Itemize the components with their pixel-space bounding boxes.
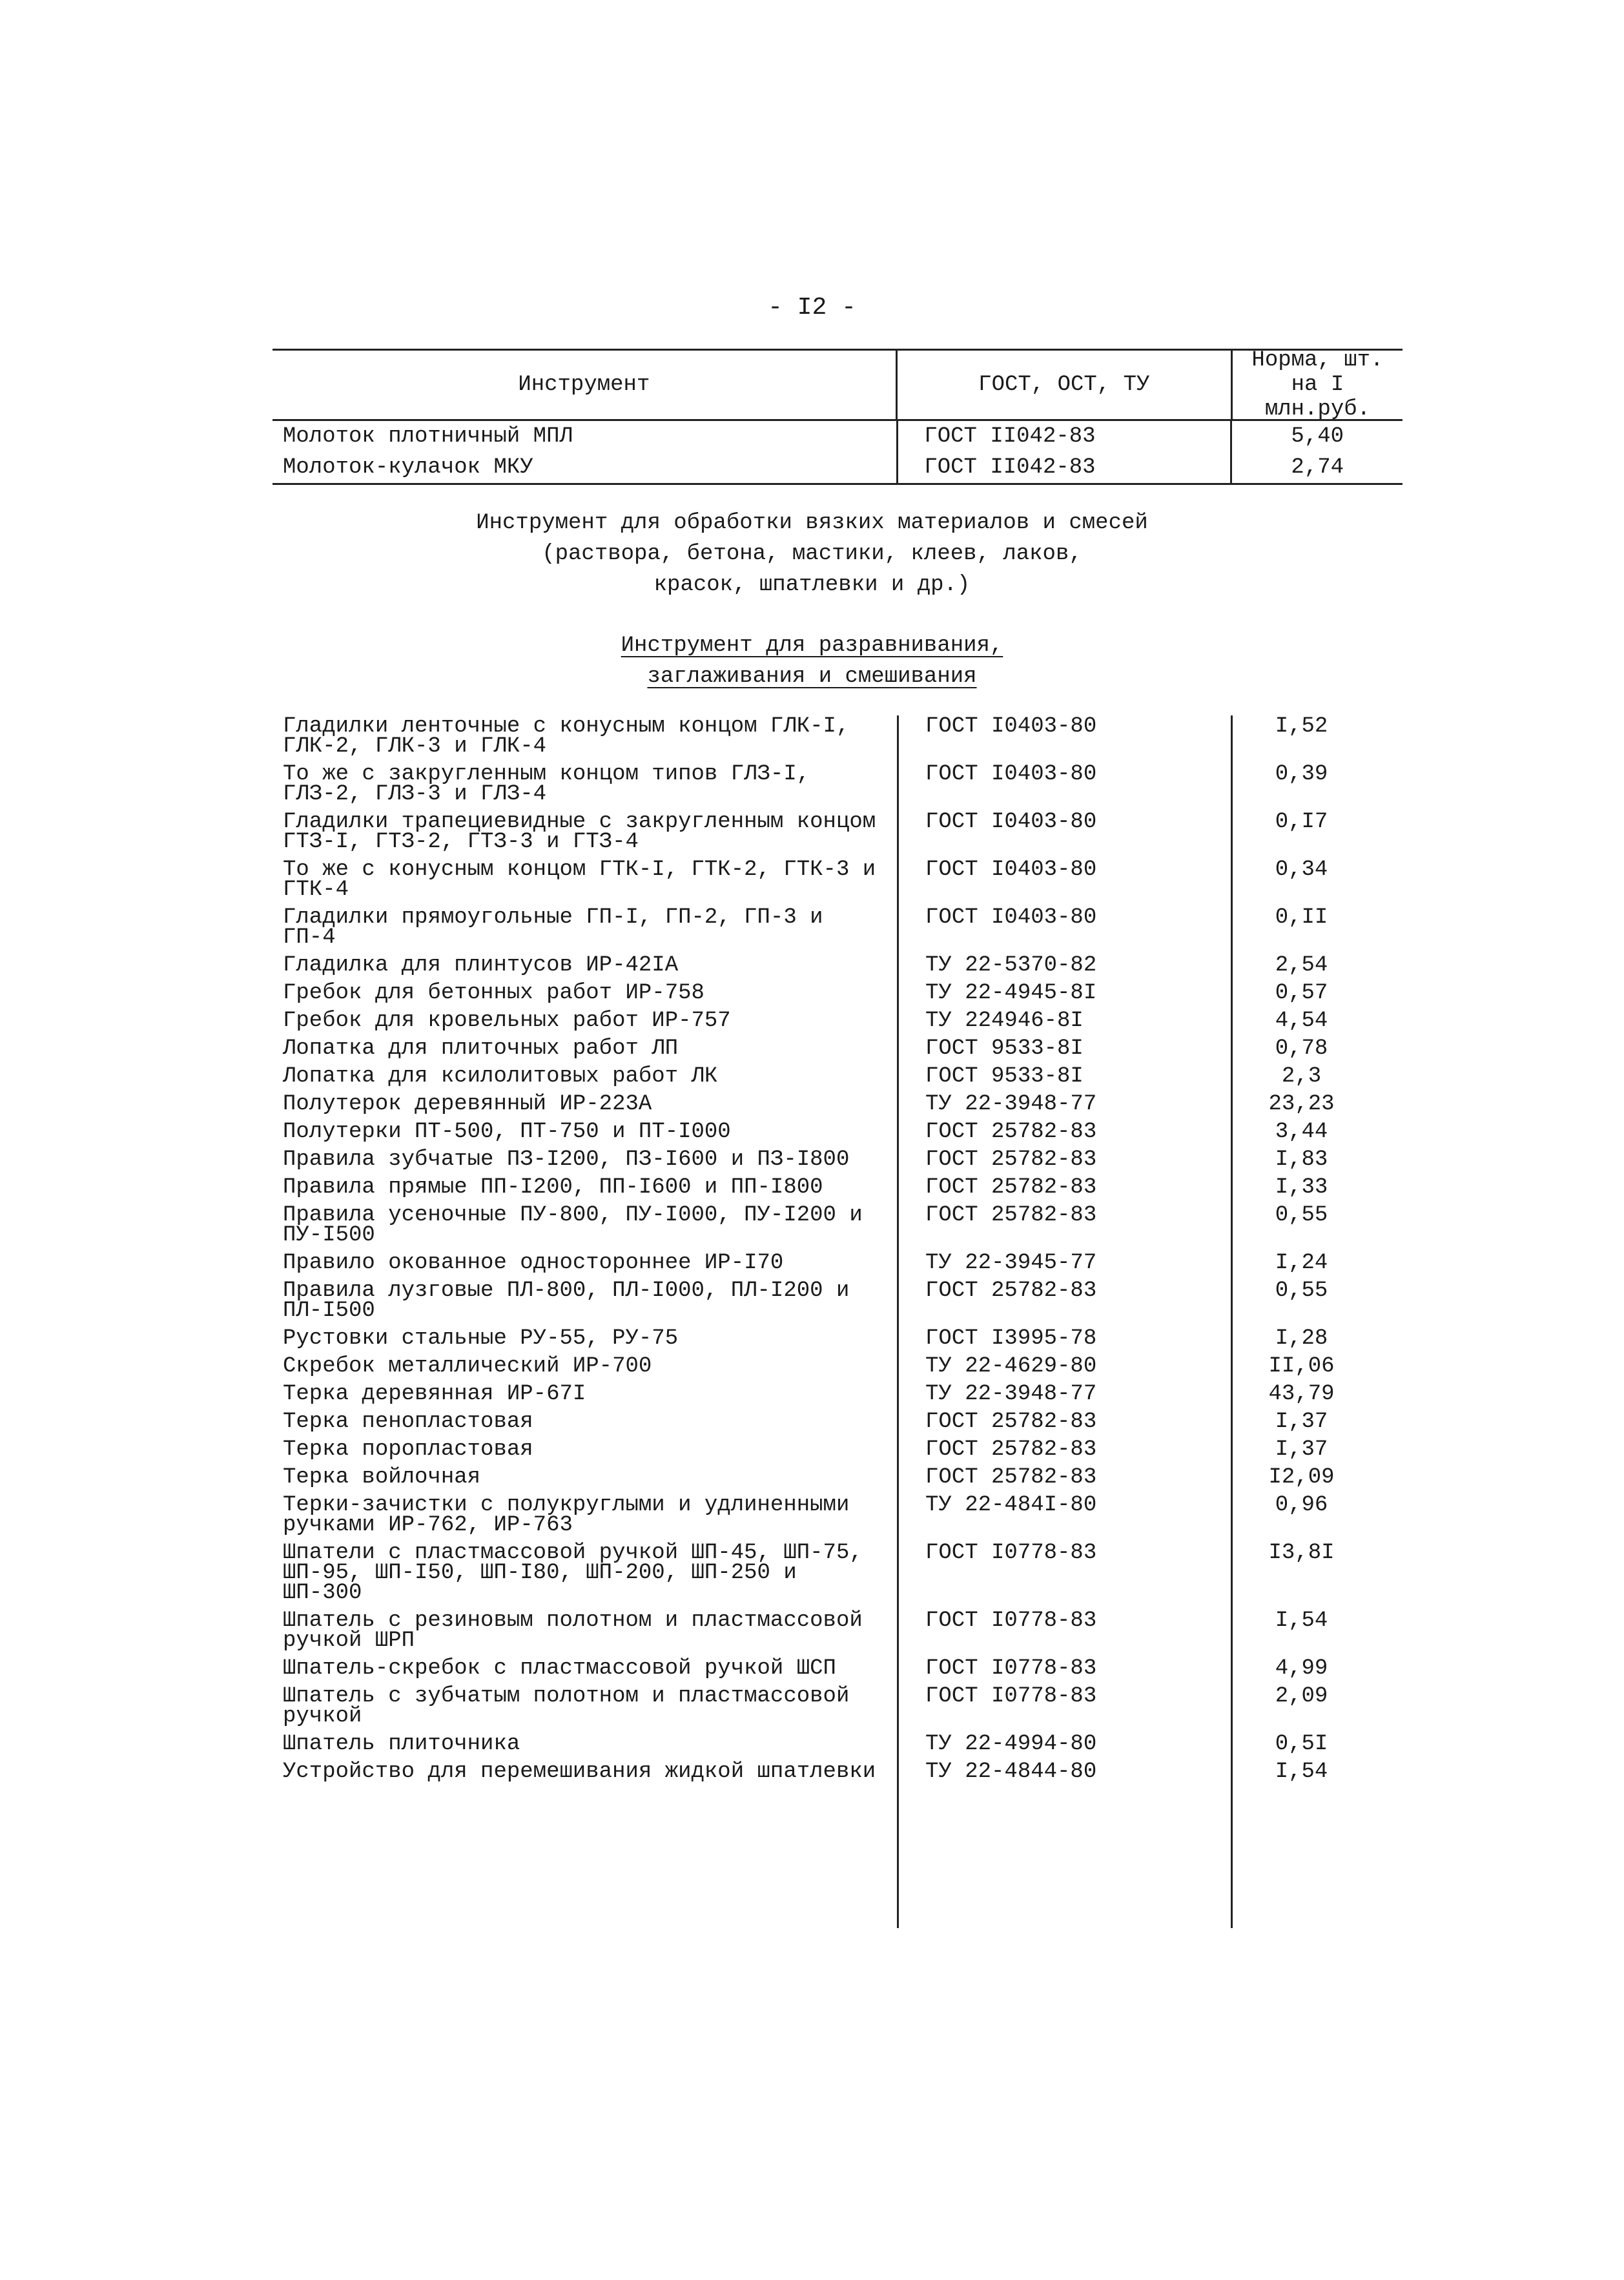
- header-norm-line2: на I млн.руб.: [1264, 373, 1371, 422]
- row-norm: 0,I7: [1275, 810, 1328, 834]
- row-norm: 2,74: [1230, 452, 1403, 483]
- row-name: Рустовки стальные РУ-55, РУ-75: [283, 1326, 679, 1351]
- table-row: [283, 953, 1381, 978]
- row-norm: I3,8I: [1268, 1541, 1335, 1565]
- row-norm: 4,54: [1275, 1009, 1328, 1033]
- row-norm: I,52: [1275, 714, 1328, 739]
- row-gost: ГОСТ II042-83: [896, 421, 1230, 452]
- row-norm: II,06: [1268, 1354, 1335, 1379]
- section-heading: [0, 508, 1624, 601]
- row-name: Правила зубчатые ПЗ-I200, ПЗ-I600 и ПЗ-I800: [283, 1147, 850, 1172]
- row-name: Правила прямые ПП-I200, ПП-I600 и ПП-I800: [283, 1175, 823, 1200]
- row-name: Шпатель с резиновым полотном и пластмассовой ручкой ШРП: [283, 1608, 863, 1653]
- row-gost: ГОСТ I0403-80: [925, 858, 1097, 882]
- table-row: [283, 860, 1381, 900]
- table-row: [283, 1094, 1381, 1114]
- row-norm: 0,39: [1275, 762, 1328, 786]
- row-gost: ГОСТ 25782-83: [925, 1147, 1097, 1172]
- row-gost: ГОСТ II042-83: [896, 452, 1230, 483]
- row-name: Лопатка для плиточных работ ЛП: [283, 1036, 679, 1061]
- row-name: Шпатели с пластмассовой ручкой ШП-45, ШП-75, ШП-95, ШП-I50, ШП-I80, ШП-200, ШП-250 и ШП-300: [283, 1541, 863, 1605]
- table-row: [283, 1175, 1381, 1200]
- row-gost: ГОСТ I0403-80: [925, 810, 1097, 834]
- table-row: [283, 905, 1381, 950]
- row-gost: ТУ 22-5370-82: [925, 953, 1097, 978]
- row-norm: 43,79: [1268, 1382, 1335, 1406]
- table-header-row: [272, 348, 1403, 422]
- table-row: [283, 812, 1381, 852]
- table-row: [283, 1147, 1381, 1172]
- row-name: Шпатель с зубчатым полотном и пластмассовой ручкой: [283, 1684, 850, 1729]
- row-name: То же с закругленным концом типов ГЛЗ-I, ГЛЗ-2, ГЛЗ-3 и ГЛЗ-4: [283, 762, 810, 806]
- row-gost: ГОСТ 25782-83: [925, 1175, 1097, 1200]
- row-norm: 5,40: [1230, 421, 1403, 452]
- subsection-line1: Инструмент для разравнивания,: [621, 633, 1003, 658]
- row-norm: 0,55: [1275, 1203, 1328, 1227]
- row-name: Молоток плотничный МПЛ: [283, 424, 573, 449]
- row-gost: ГОСТ 25782-83: [925, 1410, 1097, 1434]
- row-name: Терка войлочная: [283, 1465, 481, 1490]
- row-norm: 0,55: [1275, 1279, 1328, 1303]
- table-row: [283, 1326, 1381, 1351]
- row-norm: I,37: [1275, 1437, 1328, 1462]
- row-name: Терка поропластовая: [283, 1437, 533, 1462]
- table-row: [283, 1684, 1381, 1729]
- table-row: [283, 1384, 1381, 1404]
- row-name: Гладилка для плинтусов ИР-42IA: [283, 953, 679, 978]
- header-gost: ГОСТ, ОСТ, ТУ: [896, 351, 1231, 419]
- table-row: [283, 1762, 1381, 1782]
- row-name: Правило окованное одностороннее ИР-I70: [283, 1251, 784, 1275]
- row-name: Шпатель-скребок с пластмассовой ручкой ШСП: [283, 1656, 836, 1681]
- row-norm: 0,34: [1275, 858, 1328, 882]
- table-row: [283, 1656, 1381, 1681]
- row-name: Гребок для бетонных работ ИР-758: [283, 981, 704, 1005]
- row-gost: ГОСТ 25782-83: [925, 1437, 1097, 1462]
- table-row: [283, 1734, 1381, 1754]
- row-norm: I,33: [1275, 1175, 1328, 1200]
- row-name: Скребок металлический ИР-700: [283, 1354, 652, 1379]
- row-name: Терки-зачистки с полукруглыми и удлиненными ручками ИР-762, ИР-763: [283, 1493, 850, 1537]
- row-gost: ГОСТ I0778-83: [925, 1684, 1097, 1709]
- header-norm: [1231, 348, 1403, 422]
- row-norm: 3,44: [1275, 1120, 1328, 1144]
- table-row: [272, 421, 1403, 452]
- row-name: Гладилки трапециевидные с закругленным концом ГТЗ-I, ГТЗ-2, ГТЗ-3 и ГТЗ-4: [283, 810, 876, 854]
- row-name: Молоток-кулачок МКУ: [283, 455, 533, 480]
- table-row: [283, 1437, 1381, 1462]
- row-gost: ТУ 22-484I-80: [925, 1493, 1097, 1517]
- table-row: [283, 1122, 1381, 1142]
- table-row: [283, 714, 1381, 759]
- row-norm: 4,99: [1275, 1656, 1328, 1681]
- section-line1: Инструмент для обработки вязких материалов и смесей: [476, 511, 1148, 535]
- row-name: Шпатель плиточника: [283, 1732, 520, 1756]
- row-gost: ГОСТ I0403-80: [925, 905, 1097, 930]
- row-gost: ТУ 22-3945-77: [925, 1251, 1097, 1275]
- row-gost: ТУ 22-4844-80: [925, 1760, 1097, 1784]
- row-gost: ТУ 22-4629-80: [925, 1354, 1097, 1379]
- table-row: [283, 1203, 1381, 1248]
- table-row: [283, 1036, 1381, 1061]
- row-gost: ГОСТ I0403-80: [925, 762, 1097, 786]
- row-gost: ГОСТ 9533-8I: [925, 1064, 1084, 1089]
- instrument-list: [283, 714, 1381, 1790]
- row-norm: I,83: [1275, 1147, 1328, 1172]
- table-row: [283, 1253, 1381, 1273]
- row-norm: 2,54: [1275, 953, 1328, 978]
- section-line3: красок, шпатлевки и др.): [653, 573, 971, 597]
- row-name: Устройство для перемешивания жидкой шпатлевки: [283, 1760, 876, 1784]
- subsection-line2: заглаживания и смешивания: [647, 664, 977, 689]
- row-norm: 2,09: [1275, 1684, 1328, 1709]
- row-name: Гребок для кровельных работ ИР-757: [283, 1009, 731, 1033]
- row-gost: ГОСТ 9533-8I: [925, 1036, 1084, 1061]
- row-name: Полутерки ПТ-500, ПТ-750 и ПТ-I000: [283, 1120, 731, 1144]
- row-gost: ТУ 22-3948-77: [925, 1382, 1097, 1406]
- row-name: Правила лузговые ПЛ-800, ПЛ-I000, ПЛ-I200 и ПЛ-I500: [283, 1279, 850, 1323]
- row-gost: ГОСТ I0403-80: [925, 714, 1097, 739]
- subsection-heading: [0, 630, 1624, 692]
- row-name: Гладилки прямоугольные ГП-I, ГП-2, ГП-3 и ГП-4: [283, 905, 823, 950]
- row-gost: ГОСТ I0778-83: [925, 1656, 1097, 1681]
- row-gost: ТУ 224946-8I: [925, 1009, 1084, 1033]
- row-gost: ГОСТ I0778-83: [925, 1608, 1097, 1633]
- section-line2: (раствора, бетона, мастики, клеев, лаков,: [542, 542, 1082, 566]
- row-gost: ГОСТ 25782-83: [925, 1279, 1097, 1303]
- table-row: [283, 1281, 1381, 1321]
- row-gost: ТУ 22-3948-77: [925, 1092, 1097, 1116]
- row-gost: ГОСТ 25782-83: [925, 1203, 1097, 1227]
- table-row: [272, 452, 1403, 483]
- table-row: [283, 1011, 1381, 1031]
- row-norm: 0,II: [1275, 905, 1328, 930]
- row-gost: ГОСТ 25782-83: [925, 1120, 1097, 1144]
- header-norm-line1: Норма, шт.: [1251, 348, 1384, 373]
- row-name: Терка деревянная ИР-67I: [283, 1382, 586, 1406]
- header-table: [272, 349, 1403, 485]
- table-row: [283, 1608, 1381, 1653]
- row-norm: I,24: [1275, 1251, 1328, 1275]
- table-row: [283, 1412, 1381, 1432]
- row-name: Гладилки ленточные с конусным концом ГЛК-I, ГЛК-2, ГЛК-3 и ГЛК-4: [283, 714, 850, 759]
- header-instrument: Инструмент: [518, 373, 650, 397]
- table-row: [283, 983, 1381, 1003]
- row-gost: ТУ 22-4994-80: [925, 1732, 1097, 1756]
- row-norm: 2,3: [1281, 1064, 1322, 1089]
- row-name: Терка пенопластовая: [283, 1410, 533, 1434]
- row-norm: I,54: [1275, 1608, 1328, 1633]
- row-name: Полутерок деревянный ИР-223А: [283, 1092, 652, 1116]
- row-norm: 0,57: [1275, 981, 1328, 1005]
- row-name: Лопатка для ксилолитовых работ ЛК: [283, 1064, 718, 1089]
- row-norm: I2,09: [1268, 1465, 1335, 1490]
- row-gost: ТУ 22-4945-8I: [925, 981, 1097, 1005]
- row-gost: ГОСТ 25782-83: [925, 1465, 1097, 1490]
- table-row: [283, 1354, 1381, 1379]
- row-norm: 0,78: [1275, 1036, 1328, 1061]
- row-gost: ГОСТ I3995-78: [925, 1326, 1097, 1351]
- row-norm: 0,96: [1275, 1493, 1328, 1517]
- row-gost: ГОСТ I0778-83: [925, 1541, 1097, 1565]
- table-row: [283, 1543, 1381, 1603]
- table-row: [283, 1064, 1381, 1089]
- table-row: [283, 1465, 1381, 1490]
- row-norm: I,37: [1275, 1410, 1328, 1434]
- row-norm: I,54: [1275, 1760, 1328, 1784]
- table-row: [283, 1495, 1381, 1535]
- row-norm: I,28: [1275, 1326, 1328, 1351]
- row-name: То же с конусным концом ГТК-I, ГТК-2, ГТК-3 и ГТК-4: [283, 858, 876, 902]
- row-norm: 0,5I: [1275, 1732, 1328, 1756]
- row-name: Правила усеночные ПУ-800, ПУ-I000, ПУ-I200 и ПУ-I500: [283, 1203, 863, 1248]
- row-norm: 23,23: [1268, 1092, 1335, 1116]
- table-row: [283, 762, 1381, 806]
- page-number: - I2 -: [768, 294, 856, 322]
